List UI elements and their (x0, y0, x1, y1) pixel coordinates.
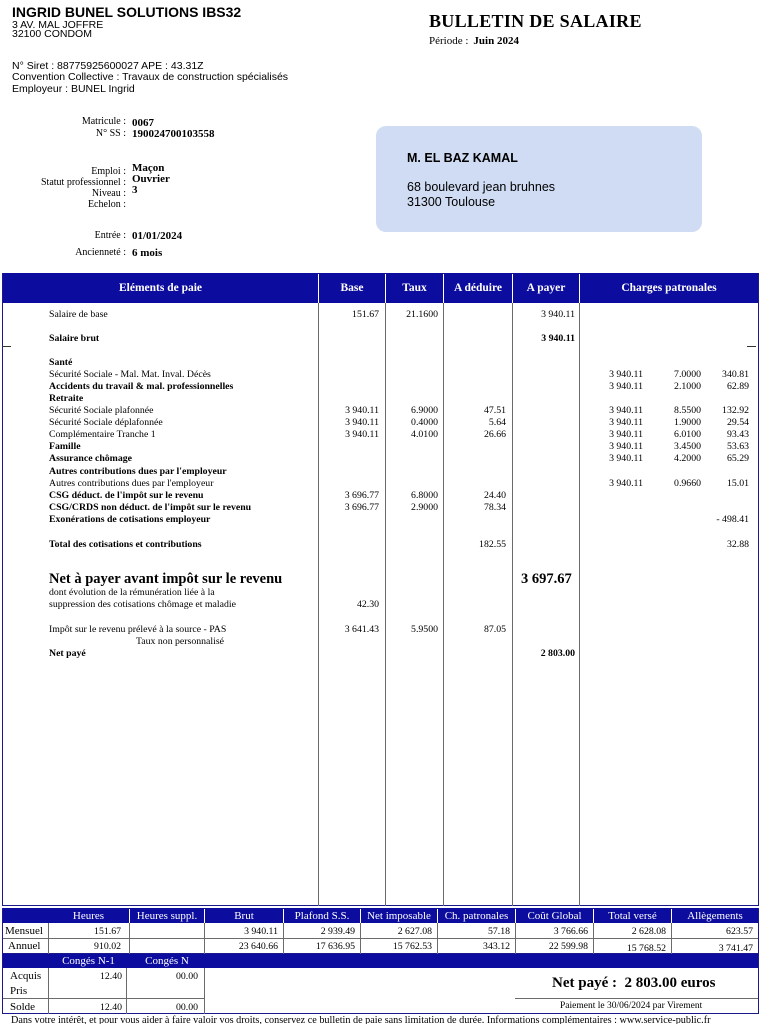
mensuel-net-imposable: 2 627.08 (397, 926, 432, 937)
column-divider (129, 923, 130, 954)
row-patronal-taux: 6.0100 (674, 429, 701, 440)
row-deduire: 87.05 (483, 624, 506, 635)
entree-value: 01/01/2024 (132, 230, 183, 242)
row-patronal-montant: 65.29 (726, 453, 749, 464)
row-label: Accidents du travail & mal. professionnelles (49, 381, 234, 392)
row-deduire: 78.34 (483, 502, 506, 513)
row-payer: 3 940.11 (541, 333, 575, 344)
statut-value: Ouvrier (132, 173, 170, 185)
totals-header-brut: Brut (205, 908, 283, 923)
totals-header-plafond: Plafond S.S. (284, 908, 360, 923)
acquis-n1: 12.40 (99, 971, 122, 982)
annuel-total-verse: 15 768.52 (626, 943, 666, 954)
annuel-heures: 910.02 (94, 941, 121, 952)
paiement-info: Paiement le 30/06/2024 par Virement (560, 1001, 703, 1011)
mensuel-allegements: 623.57 (726, 926, 753, 937)
row-label: Taux non personnalisé (136, 636, 225, 647)
row-base: 3 696.77 (344, 502, 379, 513)
row-patronal-montant: 15.01 (726, 478, 749, 489)
row-patronal-taux: 3.4500 (674, 441, 701, 452)
row-patronal-montant: 62.89 (726, 381, 749, 392)
annuel-label: Annuel (8, 940, 41, 952)
totals-header-allegements: Allègements (672, 908, 758, 923)
emploi-value: Maçon (132, 162, 165, 174)
header-payer: A payer (513, 273, 579, 303)
employer-address-1: 3 AV. MAL JOFFRE (12, 19, 104, 31)
row-patronal-base: 3 940.11 (609, 381, 643, 392)
row-label: Santé (49, 357, 73, 368)
row-label: Sécurité Sociale - Mal. Mat. Inval. Décès (49, 369, 211, 380)
nss-value: 190024700103558 (132, 128, 215, 140)
row-patronal-taux: 4.2000 (674, 453, 701, 464)
emploi-label: Emploi : (91, 166, 126, 177)
row-patronal-base: 3 940.11 (609, 405, 643, 416)
row-patronal-base: 3 940.11 (609, 369, 643, 380)
conges-row-divider (3, 998, 204, 999)
periode-value: Juin 2024 (473, 35, 519, 47)
row-taux: 5.9500 (411, 624, 438, 635)
column-divider (579, 303, 580, 906)
row-patronal-taux: 0.9660 (674, 478, 701, 489)
row-label: Impôt sur le revenu prélevé à la source - PAS (49, 624, 227, 635)
row-label: Salaire brut (49, 333, 100, 344)
row-patronal-montant: 132.92 (722, 405, 749, 416)
row-payer: 3 940.11 (541, 309, 575, 320)
row-label: Sécurité Sociale plafonnée (49, 405, 154, 416)
acquis-label: Acquis (10, 970, 42, 982)
row-label: Complémentaire Tranche 1 (49, 429, 156, 440)
net-avant-impot-value: 3 697.67 (521, 571, 572, 587)
mensuel-total-verse: 2 628.08 (631, 926, 666, 937)
column-divider (204, 968, 205, 1014)
row-patronal-taux: 2.1000 (674, 381, 701, 392)
divider-tick (747, 346, 756, 347)
row-base: 151.67 (352, 309, 379, 320)
totals-header-cout-global: Coût Global (516, 908, 593, 923)
employer-name: INGRID BUNEL SOLUTIONS IBS32 (12, 4, 242, 20)
row-taux: 6.9000 (411, 405, 438, 416)
row-patronal-base: 3 940.11 (609, 417, 643, 428)
header-deduire: A déduire (444, 273, 512, 303)
row-label: Salaire de base (49, 309, 108, 320)
acquis-n: 00.00 (175, 971, 198, 982)
recipient-name: M. EL BAZ KAMAL (407, 151, 518, 165)
periode-label: Période : (429, 35, 469, 47)
row-label: Total des cotisations et contributions (49, 539, 202, 550)
page-title: BULLETIN DE SALAIRE (429, 11, 642, 31)
recipient-address-box (376, 126, 702, 232)
row-base: 3 940.11 (345, 405, 379, 416)
row-patronal-taux: 1.9000 (674, 417, 701, 428)
row-patronal-taux: 7.0000 (674, 369, 701, 380)
column-divider (512, 303, 513, 906)
row-patronal-montant: 53.63 (726, 441, 749, 452)
employer-contact: Employeur : BUNEL Ingrid (12, 83, 135, 95)
employer-siret: N° Siret : 88775925600027 APE : 43.31Z (12, 60, 204, 72)
employer-convention: Convention Collective : Travaux de construction spécialisés (12, 71, 289, 83)
row-base: 3 940.11 (345, 417, 379, 428)
row-label: dont évolution de la rémunération liée à la (49, 587, 215, 598)
row-deduire: 5.64 (488, 417, 506, 428)
row-label: Assurance chômage (49, 453, 132, 464)
totals-header-ch-patronales: Ch. patronales (438, 908, 515, 923)
column-divider (385, 303, 386, 906)
row-payer: 2 803.00 (540, 648, 575, 659)
annuel-cout-global: 22 599.98 (548, 941, 588, 952)
nss-label: N° SS : (95, 128, 126, 139)
row-label: suppression des cotisations chômage et maladie (49, 599, 236, 610)
pris-label: Pris (10, 985, 28, 997)
row-label: CSG/CRDS non déduct. de l'impôt sur le revenu (49, 502, 252, 513)
row-label: Net payé (49, 648, 86, 659)
row-base: 3 940.11 (345, 429, 379, 440)
header-elements: Eléments de paie (3, 273, 318, 303)
row-label: Retraite (49, 393, 84, 404)
totals-header-total-verse: Total versé (594, 908, 671, 923)
mensuel-cout-global: 3 766.66 (553, 926, 588, 937)
solde-n: 00.00 (175, 1002, 198, 1013)
row-deduire: 47.51 (483, 405, 506, 416)
row-patronal-montant: 29.54 (726, 417, 749, 428)
niveau-value: 3 (132, 184, 138, 196)
employer-address-2: 32100 CONDOM (12, 28, 92, 40)
anciennete-label: Ancienneté : (75, 247, 126, 258)
row-patronal-montant: 32.88 (726, 539, 749, 550)
row-taux: 0.4000 (411, 417, 438, 428)
row-label: Autres contributions dues par l'employeur (49, 478, 214, 489)
row-label: Autres contributions dues par l'employeur (49, 466, 227, 477)
row-patronal-montant: 93.43 (726, 429, 749, 440)
row-deduire: 182.55 (479, 539, 506, 550)
net-paye-total: Net payé : 2 803.00 euros (552, 975, 716, 991)
row-patronal-base: 3 940.11 (609, 429, 643, 440)
statut-label: Statut professionnel : (41, 177, 126, 188)
row-patronal-montant: - 498.41 (716, 514, 749, 525)
header-base: Base (319, 273, 385, 303)
row-taux: 6.8000 (411, 490, 438, 501)
row-label: Famille (49, 441, 81, 452)
footer-notice: Dans votre intérêt, et pour vous aider à faire valoir vos droits, conservez ce bulletin de paie sans limitation de durée. Informations complémentaires : www.service-public.fr (11, 1015, 711, 1024)
annuel-plafond: 17 636.95 (315, 941, 355, 952)
mensuel-ch-patronales: 57.18 (487, 926, 510, 937)
recipient-address-line-1: 68 boulevard jean bruhnes (407, 180, 556, 194)
totals-row-divider (3, 938, 758, 939)
row-label: Exonérations de cotisations employeur (49, 514, 211, 525)
row-deduire: 24.40 (483, 490, 506, 501)
matricule-label: Matricule : (81, 116, 126, 127)
divider-tick (2, 346, 11, 347)
mensuel-brut: 3 940.11 (244, 926, 278, 937)
matricule-value: 0067 (132, 117, 154, 129)
totals-header-net-imposable: Net imposable (361, 908, 437, 923)
row-patronal-taux: 8.5500 (674, 405, 701, 416)
solde-n1: 12.40 (99, 1002, 122, 1013)
row-patronal-base: 3 940.11 (609, 453, 643, 464)
entree-label: Entrée : (94, 230, 126, 241)
mensuel-plafond: 2 939.49 (320, 926, 355, 937)
conges-header-n1: Congés N-1 (48, 954, 129, 968)
anciennete-value: 6 mois (132, 247, 163, 259)
totals-header-heures: Heures (48, 908, 129, 923)
header-charges: Charges patronales (580, 273, 758, 303)
row-patronal-base: 3 940.11 (609, 478, 643, 489)
annuel-ch-patronales: 343.12 (483, 941, 510, 952)
solde-label: Solde (10, 1001, 36, 1013)
header-taux: Taux (386, 273, 443, 303)
totals-header-heures-suppl: Heures suppl. (130, 908, 204, 923)
row-base: 3 696.77 (344, 490, 379, 501)
recipient-address-line-2: 31300 Toulouse (407, 195, 496, 209)
column-divider (443, 303, 444, 906)
mensuel-heures: 151.67 (94, 926, 121, 937)
echelon-label: Echelon : (87, 199, 126, 210)
totals-header-corner (3, 908, 48, 923)
mensuel-label: Mensuel (5, 925, 43, 937)
annuel-net-imposable: 15 762.53 (392, 941, 432, 952)
row-label: CSG déduct. de l'impôt sur le revenu (49, 490, 204, 501)
row-patronal-montant: 340.81 (722, 369, 749, 380)
row-patronal-base: 3 940.11 (609, 441, 643, 452)
niveau-label: Niveau : (91, 188, 126, 199)
annuel-allegements: 3 741.47 (718, 943, 753, 954)
row-base: 3 641.43 (344, 624, 379, 635)
row-label: Sécurité Sociale déplafonnée (49, 417, 163, 428)
conges-header-n: Congés N (130, 954, 204, 968)
row-base: 42.30 (356, 599, 379, 610)
net-paye-divider (515, 998, 758, 999)
net-avant-impot-label: Net à payer avant impôt sur le revenu (49, 571, 283, 587)
row-taux: 21.1600 (406, 309, 438, 320)
row-taux: 4.0100 (411, 429, 438, 440)
row-taux: 2.9000 (411, 502, 438, 513)
row-deduire: 26.66 (483, 429, 506, 440)
periode (429, 35, 519, 47)
annuel-brut: 23 640.66 (238, 941, 278, 952)
